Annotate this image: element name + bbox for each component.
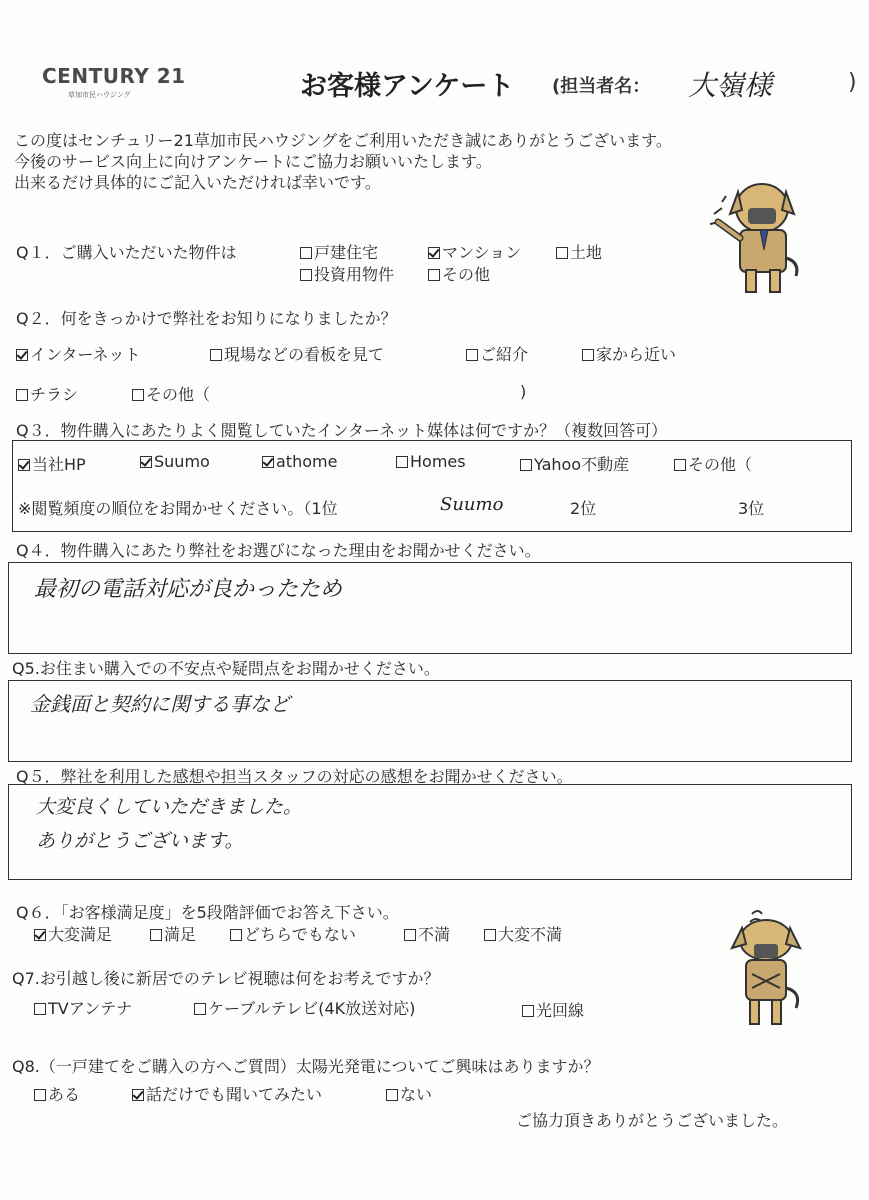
q6-option-neutral[interactable] [230,922,356,945]
q1-option-investment[interactable] [300,262,394,285]
q3-option-suumo[interactable] [140,452,210,471]
q3-option-other[interactable] [674,452,752,475]
q3-option-own-hp[interactable] [18,452,86,475]
q3-option-homes[interactable] [396,452,466,471]
q3-rank2-label: 2位 [570,499,597,518]
q8-option-label: ある [48,1085,81,1104]
intro-line-2: 今後のサービス向上に向けアンケートにご協力お願いいたします。 [14,152,492,171]
logo-text: CENTURY 21 [42,64,186,88]
q3-checkbox-other[interactable] [674,459,686,471]
mascot-pointing-illustration [700,178,810,298]
q3-option-yahoo[interactable] [520,452,629,475]
q7-checkbox-antenna[interactable] [34,1003,46,1015]
q1-checkbox-land[interactable] [556,247,568,259]
q2-option-other[interactable] [132,382,210,405]
q6-checkbox-very-satisfied[interactable] [34,929,46,941]
q5b-answer-line-2: ありがとうございます。 [36,830,244,852]
q7-option-cable[interactable] [194,996,415,1019]
q3-rank1-answer: Suumo [440,494,504,515]
q6-option-very-dissatisfied[interactable] [484,922,562,945]
q2-option-referral[interactable] [466,342,528,365]
q2-checkbox-near-home[interactable] [582,349,594,361]
intro-line-3: 出来るだけ具体的にご記入いただければ幸いです。 [14,173,381,192]
q1-checkbox-investment[interactable] [300,269,312,281]
q3-option-label: その他（ [688,455,753,474]
q3-option-label: athome [276,452,338,471]
q5a-answer: 金銭面と契約に関する事など [30,692,290,716]
q3-checkbox-suumo[interactable] [140,456,152,468]
staff-close-paren: ) [848,70,857,95]
q7-checkbox-cable[interactable] [194,1003,206,1015]
q4-label: Q４．物件購入にあたり弊社をお選びになった理由をお聞かせください。 [16,541,541,560]
q2-checkbox-signboard[interactable] [210,349,222,361]
q1-option-label: その他 [442,265,491,284]
q1-option-other[interactable] [428,262,490,285]
q6-checkbox-neutral[interactable] [230,929,242,941]
q1-option-label: マンション [442,243,522,262]
q2-option-label: ご紹介 [480,345,529,364]
q7-label: Q7.お引越し後に新居でのテレビ視聴は何をお考えですか？ [12,969,440,988]
q8-checkbox-just-listen[interactable] [132,1089,144,1101]
q2-option-label: チラシ [30,385,79,404]
closing-message: ご協力頂きありがとうございました。 [516,1111,789,1130]
q1-option-label: 土地 [570,243,603,262]
mascot-bowing-illustration [722,904,806,1028]
staff-name: 大嶺様 [688,69,773,102]
q8-option-just-listen[interactable] [132,1082,322,1105]
q7-option-label: ケーブルテレビ(4K放送対応) [208,999,416,1018]
q2-label: Q２．何をきっかけで弊社をお知りになりましたか？ [16,309,397,328]
q6-checkbox-very-dissatisfied[interactable] [484,929,496,941]
intro-line-1: この度はセンチュリー21草加市民ハウジングをご利用いただき誠にありがとうございます。 [14,131,672,150]
q2-option-signboard[interactable] [210,342,384,365]
page-title: お客様アンケート [300,71,515,102]
q4-answer: 最初の電話対応が良かったため [34,577,343,602]
q2-checkbox-other[interactable] [132,389,144,401]
q3-checkbox-athome[interactable] [262,456,274,468]
q5b-label: Q５．弊社を利用した感想や担当スタッフの対応の感想をお聞かせください。 [16,767,573,786]
q8-label: Q8.（一戸建てをご購入の方へご質問）太陽光発電についてご興味はありますか？ [12,1057,600,1076]
q3-option-label: Suumo [154,452,210,471]
q1-label: Q１．ご購入いただいた物件は [16,243,237,262]
q3-option-label: 当社HP [32,455,86,474]
q3-option-label: Yahoo不動産 [534,455,630,474]
q1-option-mansion[interactable] [428,240,521,263]
q7-option-fiber[interactable] [522,998,584,1021]
staff-label: (担当者名： [552,76,651,97]
q8-option-yes[interactable] [34,1082,80,1105]
q6-label: Q６．「お客様満足度」を5段階評価でお答え下さい。 [16,903,399,922]
q3-checkbox-homes[interactable] [396,456,408,468]
q6-option-label: 満足 [164,925,197,944]
q8-option-no[interactable] [386,1082,432,1105]
q8-checkbox-yes[interactable] [34,1089,46,1101]
q1-checkbox-house[interactable] [300,247,312,259]
q6-option-satisfied[interactable] [150,922,196,945]
q6-option-label: 大変満足 [48,925,113,944]
q7-option-label: TVアンテナ [48,999,133,1018]
q3-rank-label: ※閲覧頻度の順位をお聞かせください。（1位 [18,499,338,518]
q7-option-antenna[interactable] [34,996,132,1019]
q1-option-label: 戸建住宅 [314,243,379,262]
q2-option-internet[interactable] [16,342,141,365]
q3-checkbox-own-hp[interactable] [18,459,30,471]
logo-subtext: 草加市民ハウジング [68,91,131,99]
q1-checkbox-mansion[interactable] [428,247,440,259]
q1-option-label: 投資用物件 [314,265,395,284]
q3-rank3-label: 3位 [738,499,765,518]
q3-label: Q３．物件購入にあたりよく閲覧していたインターネット媒体は何ですか？（複数回答可） [16,421,668,440]
q6-option-label: 大変不満 [498,925,563,944]
q3-option-athome[interactable] [262,452,337,471]
q1-option-house[interactable] [300,240,378,263]
q7-option-label: 光回線 [536,1001,585,1020]
q1-checkbox-other[interactable] [428,269,440,281]
q2-option-label: 現場などの看板を見て [224,345,385,364]
q2-option-label: 家から近い [596,345,677,364]
q2-option-flyer[interactable] [16,382,78,405]
q2-option-label: インターネット [30,345,141,364]
q6-option-label: 不満 [418,925,451,944]
q2-checkbox-internet[interactable] [16,349,28,361]
q2-checkbox-referral[interactable] [466,349,478,361]
q2-option-label: その他（ [146,385,211,404]
q1-option-land[interactable] [556,240,602,263]
q6-option-dissatisfied[interactable] [404,922,450,945]
q3-checkbox-yahoo[interactable] [520,459,532,471]
q2-option-near-home[interactable] [582,342,676,365]
q6-checkbox-dissatisfied[interactable] [404,929,416,941]
q6-option-label: どちらでもない [244,925,356,944]
q2-checkbox-flyer[interactable] [16,389,28,401]
q5a-label: Q5.お住まい購入での不安点や疑問点をお聞かせください。 [12,659,440,678]
q3-option-label: Homes [410,452,466,471]
q7-checkbox-fiber[interactable] [522,1005,534,1017]
q8-option-label: ない [400,1085,433,1104]
q5b-answer-line-1: 大変良くしていただきました。 [36,796,303,818]
q8-checkbox-no[interactable] [386,1089,398,1101]
q6-option-very-satisfied[interactable] [34,922,112,945]
q8-option-label: 話だけでも聞いてみたい [146,1085,323,1104]
q6-checkbox-satisfied[interactable] [150,929,162,941]
q2-other-close: ) [520,382,527,401]
